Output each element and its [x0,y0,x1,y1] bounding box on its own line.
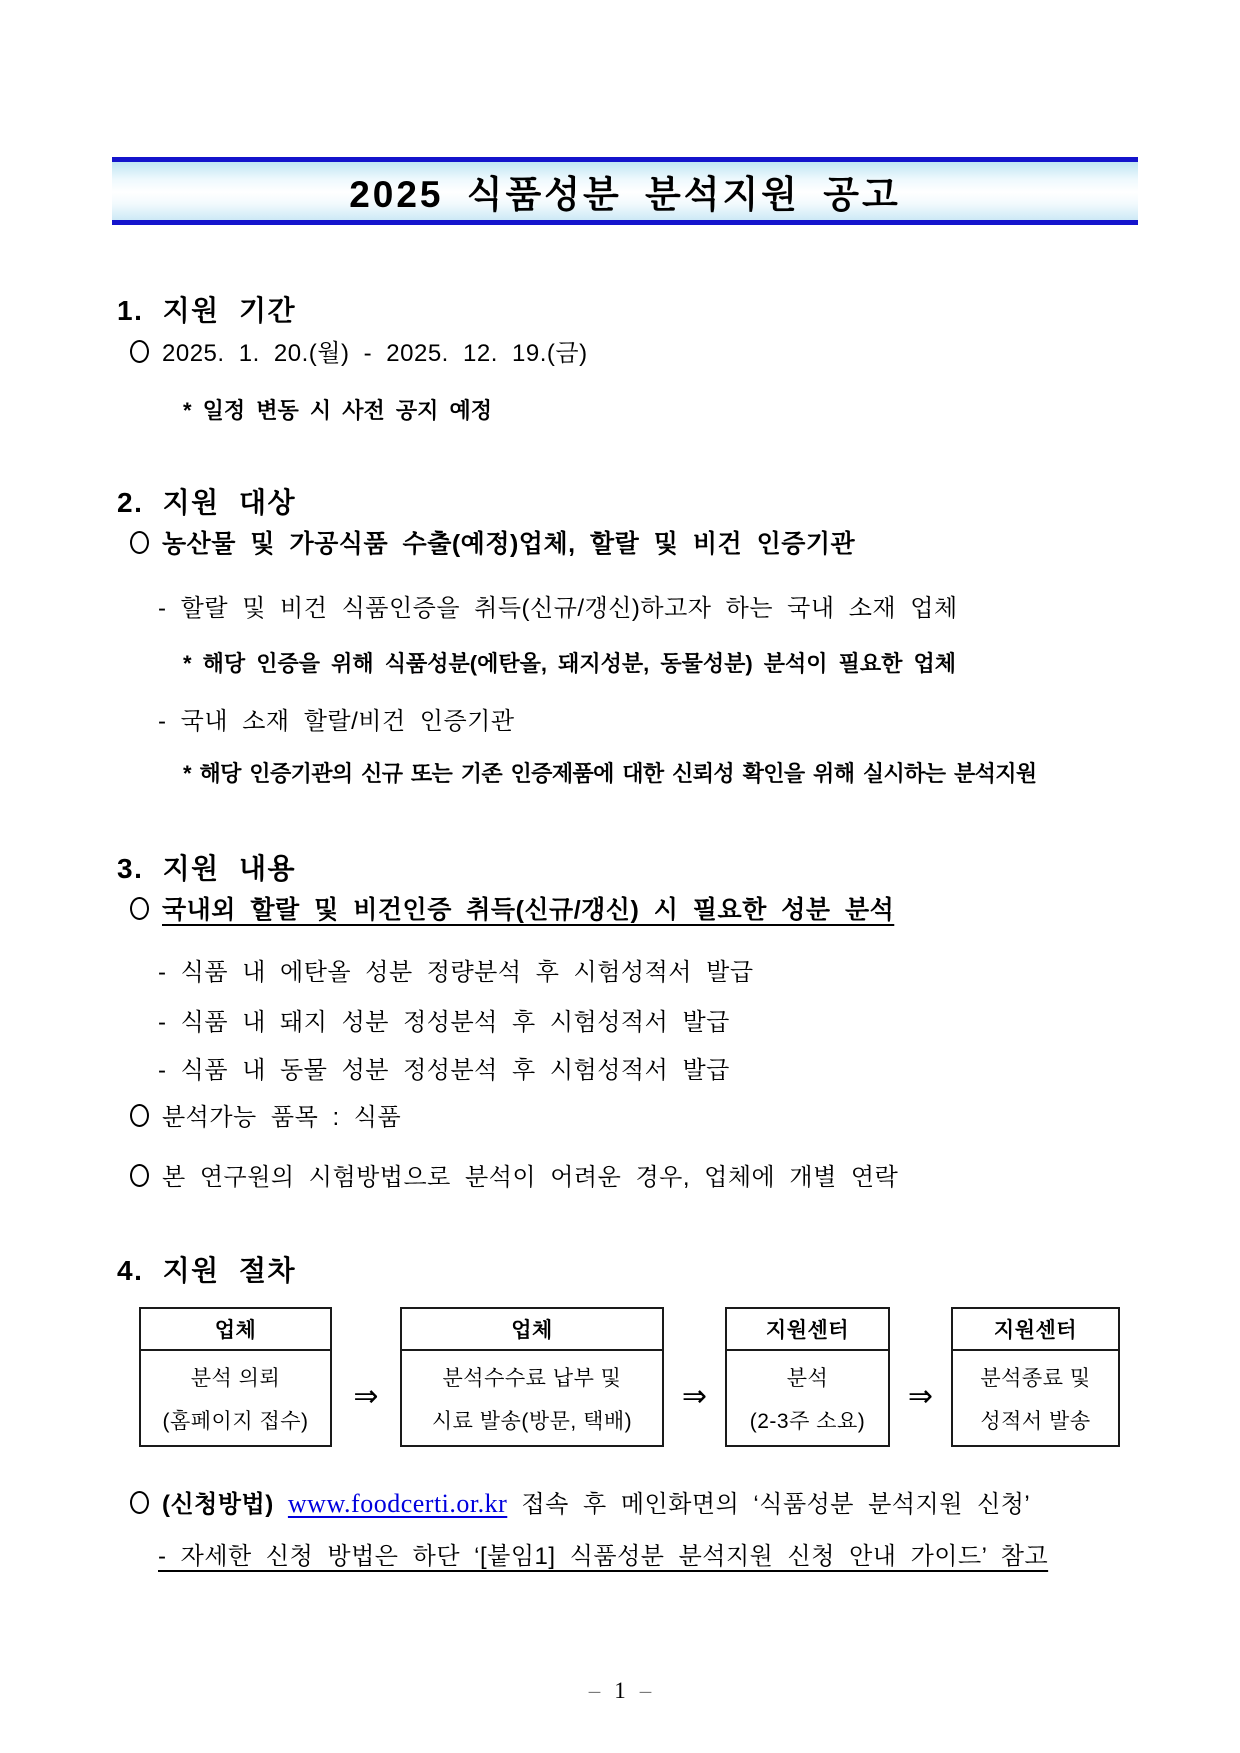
section-1-heading: 1. 지원 기간 [117,295,297,327]
flow-step-3-body [727,1351,888,1445]
flow-step-1-line1: 분석 의뢰 [190,1366,281,1390]
support-period-text: 2025. 1. 20.(월) - 2025. 12. 19.(금) [162,340,588,367]
footer-dash-right: – [639,1678,652,1703]
target-detail-1: - 할랄 및 비건 식품인증을 취득(신규/갱신)하고자 하는 국내 소재 업체 [158,595,958,622]
flow-step-1-actor: 업체 [141,1309,330,1351]
application-guide-note: - 자세한 신청 방법은 하단 ‘[붙임1] 식품성분 분석지원 신청 안내 가이드’ 참고 [158,1543,1049,1570]
support-content-text: 국내외 할랄 및 비건인증 취득(신규/갱신) 시 필요한 성분 분석 [162,896,895,924]
circle-bullet-icon [130,897,149,920]
flow-step-4-line1: 분석종료 및 [980,1366,1091,1390]
flow-step-3-line2: (2-3주 소요) [749,1409,866,1433]
analyzable-items-text: 분석가능 품목 : 식품 [162,1104,402,1131]
title-banner [112,157,1138,225]
circle-bullet-icon [130,1491,149,1514]
period-change-note: * 일정 변동 시 사전 공지 예정 [183,398,493,423]
section-2-heading: 2. 지원 대상 [117,487,297,519]
flow-step-1-body [141,1351,330,1445]
flow-step-2 [400,1307,664,1447]
application-method-text: 접속 후 메인화면의 ‘식품성분 분석지원 신청’ [521,1491,1031,1518]
flow-arrow-icon: ⇒ [353,1379,379,1413]
circle-bullet-icon [130,1164,149,1187]
support-target-item [130,528,855,560]
flow-step-3 [725,1307,890,1447]
application-method-item [130,1488,1030,1521]
document-title: 2025 식품성분 분석지원 공고 [349,174,901,215]
analysis-detail-ethanol: - 식품 내 에탄올 성분 정량분석 후 시험성적서 발급 [158,959,754,986]
analysis-detail-pork: - 식품 내 돼지 성분 정성분석 후 시험성적서 발급 [158,1009,730,1036]
analyzable-items [130,1102,401,1134]
circle-bullet-icon [130,1104,149,1127]
flow-step-1 [139,1307,332,1447]
flow-step-1-line2: (홈페이지 접수) [162,1409,309,1433]
flow-step-2-body [402,1351,662,1445]
flow-step-4-actor: 지원센터 [953,1309,1118,1351]
flow-step-4 [951,1307,1120,1447]
procedure-flow-diagram [139,1307,1120,1447]
page-number: 1 [614,1678,626,1703]
target-detail-1-note: * 해당 인증을 위해 식품성분(에탄올, 돼지성분, 동물성분) 분석이 필요한 업체 [183,651,957,676]
flow-step-2-line2: 시료 발송(방문, 택배) [431,1409,633,1433]
support-content-item [130,894,894,926]
flow-step-4-line2: 성적서 발송 [980,1409,1091,1433]
individual-contact-note [130,1162,898,1194]
flow-step-2-line1: 분석수수료 납부 및 [442,1366,622,1390]
section-4-heading: 4. 지원 절차 [117,1255,297,1287]
flow-step-2-actor: 업체 [402,1309,662,1351]
target-detail-2-note: * 해당 인증기관의 신규 또는 기존 인증제품에 대한 신뢰성 확인을 위해 실시하는 분석지원 [183,761,1037,786]
circle-bullet-icon [130,531,149,554]
support-period-item [130,338,588,370]
footer-dash-left: – [588,1678,601,1703]
circle-bullet-icon [130,340,149,363]
individual-contact-text: 본 연구원의 시험방법으로 분석이 어려운 경우, 업체에 개별 연락 [162,1164,899,1191]
flow-arrow-icon: ⇒ [681,1379,708,1413]
section-3-heading: 3. 지원 내용 [117,853,297,885]
flow-step-3-actor: 지원센터 [727,1309,888,1351]
flow-arrow-icon: ⇒ [907,1379,934,1413]
foodcerti-link[interactable]: www.foodcerti.or.kr [287,1489,508,1518]
analysis-detail-animal: - 식품 내 동물 성분 정성분석 후 시험성적서 발급 [158,1057,730,1084]
flow-step-3-line1: 분석 [786,1366,829,1390]
page-footer [0,1678,1240,1704]
target-detail-2: - 국내 소재 할랄/비건 인증기관 [158,708,515,735]
flow-step-4-body [953,1351,1118,1445]
support-target-text: 농산물 및 가공식품 수출(예정)업체, 할랄 및 비건 인증기관 [162,530,856,558]
application-method-label: (신청방법) [162,1491,274,1518]
